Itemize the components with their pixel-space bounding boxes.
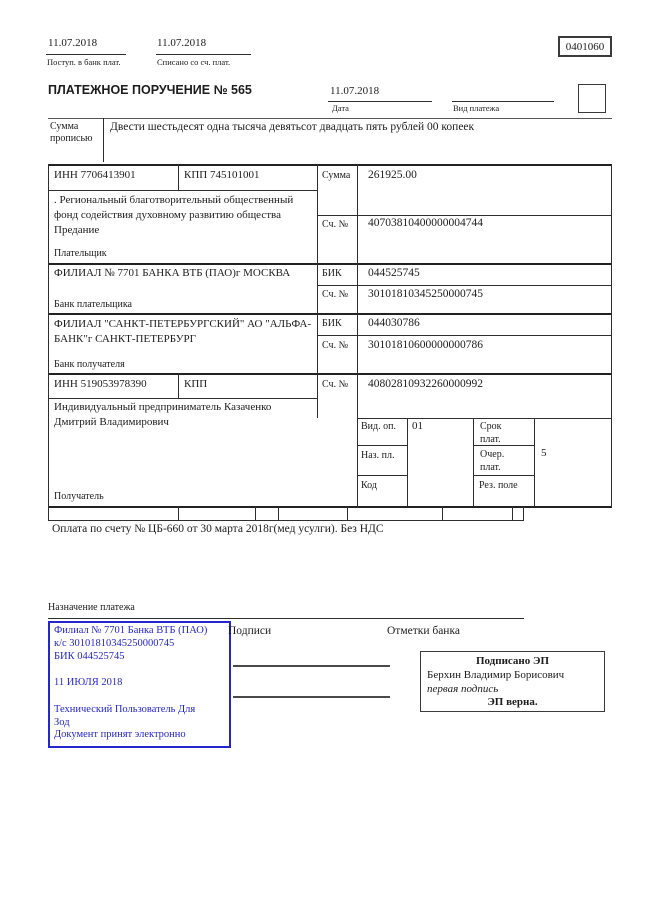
table-border bbox=[48, 520, 524, 521]
esign-note: первая подпись bbox=[427, 683, 499, 695]
table-divider bbox=[317, 285, 612, 286]
payer-kpp: КПП 745101001 bbox=[184, 169, 260, 181]
doc-date-value: 11.07.2018 bbox=[330, 85, 380, 97]
table-divider bbox=[48, 398, 317, 399]
op-vid-label: Вид. оп. bbox=[361, 421, 396, 432]
table-divider bbox=[178, 506, 179, 520]
divider bbox=[156, 54, 251, 55]
payer-section-label: Плательщик bbox=[54, 248, 107, 259]
payer-bank-bik-label: БИК bbox=[322, 268, 342, 279]
payer-bank-name: ФИЛИАЛ № 7701 БАНКА ВТБ (ПАО)г МОСКВА bbox=[54, 267, 291, 279]
payment-kind-box bbox=[578, 84, 606, 113]
bank-stamp-line: Документ принят электронно bbox=[54, 729, 186, 740]
table-divider bbox=[357, 445, 407, 446]
table-divider bbox=[512, 506, 513, 520]
table-border bbox=[48, 164, 612, 166]
payer-bank-account-label: Сч. № bbox=[322, 289, 349, 300]
esign-verified: ЭП верна. bbox=[487, 696, 538, 708]
divider bbox=[46, 54, 126, 55]
payee-bank-bik-label: БИК bbox=[322, 318, 342, 329]
bank-marks-label: Отметки банка bbox=[387, 625, 460, 637]
payee-inn: ИНН 519053978390 bbox=[54, 378, 147, 390]
doc-date-label: Дата bbox=[332, 103, 349, 113]
table-divider bbox=[407, 418, 408, 506]
payee-kpp-label: КПП bbox=[184, 378, 208, 390]
payer-inn: ИНН 7706413901 bbox=[54, 169, 136, 181]
table-divider bbox=[357, 475, 407, 476]
document-title: ПЛАТЕЖНОЕ ПОРУЧЕНИЕ № 565 bbox=[48, 83, 252, 97]
signature-line bbox=[233, 696, 390, 698]
payee-account: 40802810932260000992 bbox=[368, 378, 483, 390]
purpose-text: Оплата по счету № ЦБ-660 от 30 марта 2018г(мед усулги). Без НДС bbox=[52, 523, 384, 535]
payee-bank-account: 30101810600000000786 bbox=[368, 339, 483, 351]
table-divider bbox=[48, 190, 317, 191]
table-divider bbox=[442, 506, 443, 520]
amount-words-label: Сумма прописью bbox=[50, 121, 93, 144]
bank-stamp-line: Технический Пользователь Для Зод bbox=[54, 704, 196, 728]
payer-bank-section-label: Банк плательщика bbox=[54, 299, 132, 310]
esign-name: Берхин Владимир Борисович bbox=[427, 669, 565, 681]
divider bbox=[103, 118, 104, 162]
payee-bank-bik: 044030786 bbox=[368, 317, 420, 329]
op-vid-value: 01 bbox=[412, 420, 423, 432]
received-date-value: 11.07.2018 bbox=[48, 37, 98, 49]
payer-bank-account: 30101810345250000745 bbox=[368, 288, 483, 300]
payer-account: 40703810400000004744 bbox=[368, 217, 483, 229]
amount-value: 261925.00 bbox=[368, 169, 417, 181]
payee-bank-section-label: Банк получателя bbox=[54, 359, 125, 370]
signatures-label: Подписи bbox=[228, 625, 272, 637]
table-border bbox=[48, 313, 612, 315]
table-divider bbox=[347, 506, 348, 520]
debited-date-label: Списано со сч. плат. bbox=[157, 57, 231, 67]
payment-kind-label: Вид платежа bbox=[453, 103, 500, 113]
table-divider bbox=[278, 506, 279, 520]
payee-bank-account-label: Сч. № bbox=[322, 340, 349, 351]
bank-stamp-line: 11 ИЮЛЯ 2018 bbox=[54, 677, 123, 688]
table-divider bbox=[178, 373, 179, 398]
bank-stamp-line: к/с 30101810345250000745 bbox=[54, 638, 175, 649]
amount-words-value: Двести шестьдесят одна тысяча девятьсот двадцать пять рублей 00 копеек bbox=[110, 121, 475, 133]
op-rez-label: Рез. поле bbox=[479, 480, 518, 491]
bank-stamp-line: Филиал № 7701 Банка ВТБ (ПАО) bbox=[54, 625, 208, 636]
table-divider bbox=[317, 335, 612, 336]
received-date-label: Поступ. в банк плат. bbox=[47, 57, 121, 67]
divider bbox=[328, 101, 432, 102]
table-divider bbox=[523, 506, 524, 520]
table-divider bbox=[48, 506, 49, 520]
op-ocher-value: 5 bbox=[541, 447, 547, 459]
payer-account-label: Сч. № bbox=[322, 219, 349, 230]
table-border bbox=[48, 263, 612, 265]
table-divider bbox=[178, 164, 179, 191]
form-code-box: 0401060 bbox=[558, 36, 612, 57]
payer-name: . Региональный благотворительный общественный фонд содействия духовному развитию общества Предание bbox=[54, 194, 294, 236]
divider bbox=[48, 118, 612, 119]
esign-title: Подписано ЭП bbox=[475, 655, 550, 667]
divider bbox=[48, 618, 524, 619]
table-divider bbox=[317, 215, 612, 216]
op-naz-label: Наз. пл. bbox=[361, 450, 395, 461]
purpose-label: Назначение платежа bbox=[48, 602, 135, 613]
table-divider bbox=[255, 506, 256, 520]
bank-stamp-line: БИК 044525745 bbox=[54, 651, 125, 662]
table-divider bbox=[317, 164, 318, 418]
payee-bank-name: ФИЛИАЛ "САНКТ-ПЕТЕРБУРГСКИЙ" АО "АЛЬФА-БАНК"г САНКТ-ПЕТЕРБУРГ bbox=[54, 318, 312, 345]
debited-date-value: 11.07.2018 bbox=[157, 37, 207, 49]
op-kod-label: Код bbox=[361, 480, 377, 491]
table-border bbox=[48, 506, 612, 508]
payee-section-label: Получатель bbox=[54, 491, 104, 502]
table-divider bbox=[357, 418, 612, 419]
payer-bank-bik: 044525745 bbox=[368, 267, 420, 279]
divider bbox=[452, 101, 554, 102]
table-divider bbox=[473, 475, 534, 476]
table-divider bbox=[534, 418, 535, 506]
table-border bbox=[48, 373, 612, 375]
op-ocher-label: Очер. плат. bbox=[480, 449, 505, 473]
signature-line bbox=[233, 665, 390, 667]
op-srok-label: Срок плат. bbox=[480, 421, 502, 445]
table-divider bbox=[473, 418, 474, 506]
payee-account-label: Сч. № bbox=[322, 379, 349, 390]
payee-name: Индивидуальный предприниматель Казаченко Дмитрий Владимирович bbox=[54, 401, 272, 428]
amount-label: Сумма bbox=[322, 170, 351, 181]
table-border bbox=[48, 164, 49, 508]
